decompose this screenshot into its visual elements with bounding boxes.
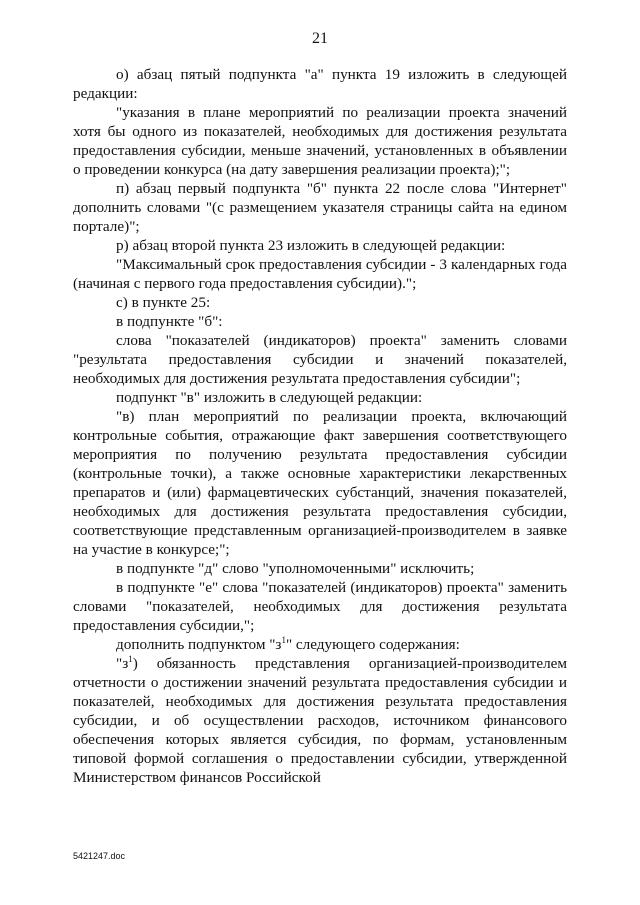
supplement-body-before: "з [116, 655, 129, 672]
document-body [73, 65, 567, 787]
paragraph-subpoint-b: в подпункте "б": [116, 313, 223, 330]
paragraph-s: с) в пункте 25: [116, 294, 211, 311]
paragraph-supplement-body [73, 654, 567, 787]
paragraph-o: о) абзац пятый подпункта "а" пункта 19 изложить в следующей редакции: [73, 66, 567, 102]
paragraph-o-text: "указания в плане мероприятий по реализации проекта значений хотя бы одного из показателей, необходимых для достижения результата предоставления субсидии, меньше значений, установленных в объявлении о проведении конкурса (на дату завершения реализации проекта);"; [73, 104, 567, 178]
paragraph-r-text: "Максимальный срок предоставления субсидии - 3 календарных года (начиная с первого года предоставления субсидии)."; [73, 256, 567, 292]
supplement-intro-before: дополнить подпунктом "з [116, 636, 282, 653]
paragraph-subpoint-v: подпункт "в" изложить в следующей редакции: [116, 389, 423, 406]
paragraph-subpoint-e: в подпункте "е" слова "показателей (индикаторов) проекта" заменить словами "показателей, необходимых для достижения результата предоставления субсидии,"; [73, 579, 567, 634]
supplement-intro-superscript: 1 [281, 634, 286, 645]
paragraph-supplement-intro [73, 635, 567, 654]
paragraph-subpoint-d: в подпункте "д" слово "уполномоченными" исключить; [116, 560, 475, 577]
supplement-intro-after: " следующего содержания: [285, 636, 460, 653]
supplement-body-superscript: 1 [128, 653, 133, 664]
paragraph-r: р) абзац второй пункта 23 изложить в следующей редакции: [116, 237, 506, 254]
paragraph-subpoint-b-text: слова "показателей (индикаторов) проекта" заменить словами "результата предоставления субсидии и значений показателей, необходимых для достижения результата предоставления субсидии"; [73, 332, 567, 387]
footer-document-code: 5421247.doc [73, 851, 126, 861]
paragraph-subpoint-v-text: "в) план мероприятий по реализации проекта, включающий контрольные события, отражающие факт завершения соответствующего мероприятия по получению результата предоставления субсидии (контрольные точки), а также основные характеристики лекарственных препаратов и (или) фармацевтических субстанций, значения показателей, необходимых для достижения результата предоставления субсидии, соответствующие представленным организацией-производителем в заявке на участие в конкурсе;"; [73, 408, 567, 558]
page-number: 21 [312, 30, 328, 47]
supplement-body-after: ) обязанность представления организацией-производителем отчетности о достижении значений результата предоставления субсидии и показателей, необходимых для достижения результата предоставления субсидии, и об осуществлении расходов, источником финансового обеспечения которых является субсидия, по формам, установленным типовой формой соглашения о предоставлении субсидии, утвержденной Министерством финансов Российской [73, 655, 567, 786]
paragraph-p: п) абзац первый подпункта "б" пункта 22 после слова "Интернет" дополнить словами "(с размещением указателя страницы сайта на едином портале)"; [73, 180, 567, 235]
